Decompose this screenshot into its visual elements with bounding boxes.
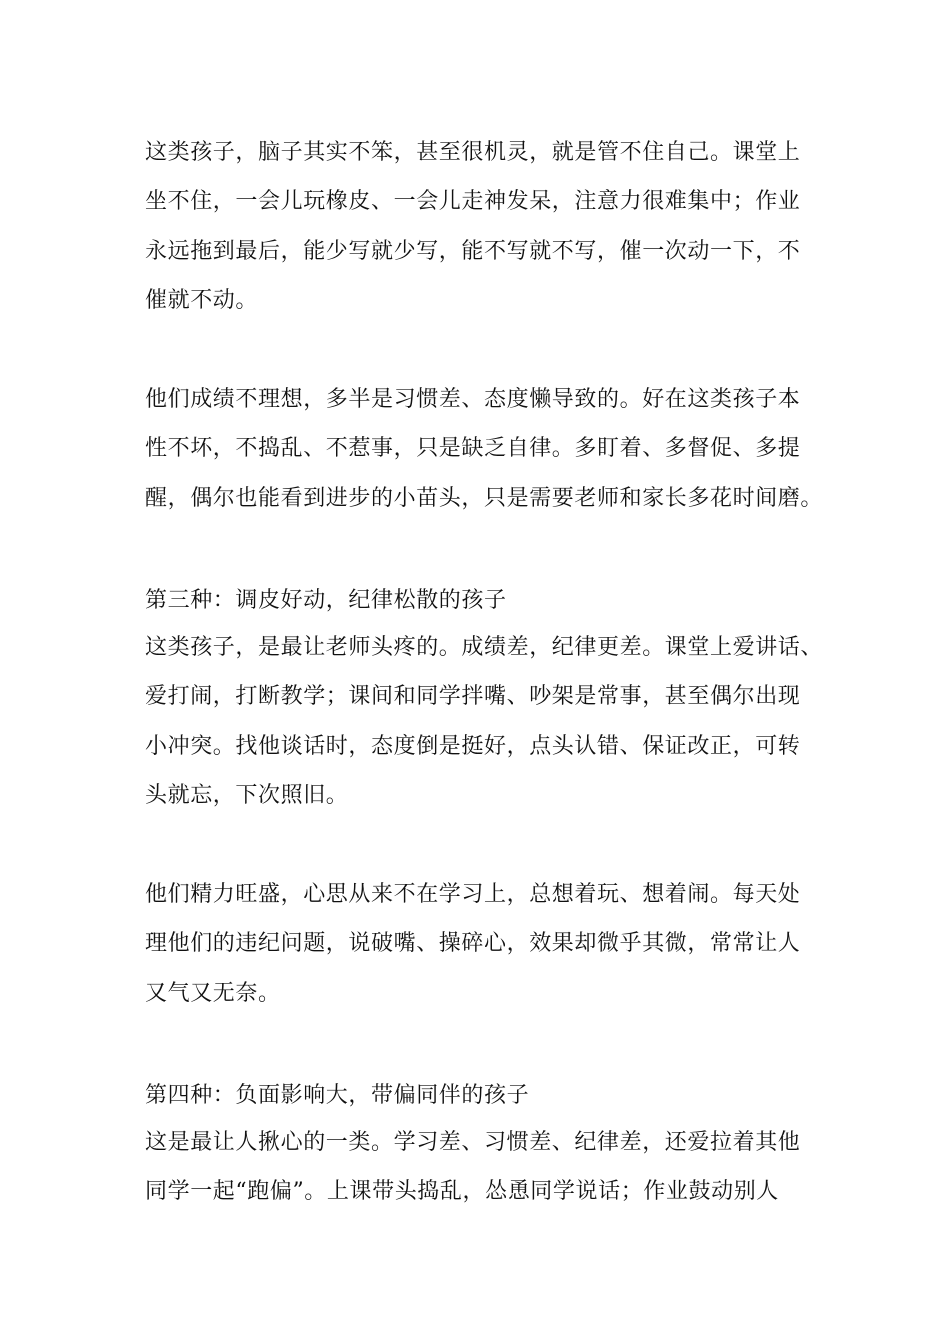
paragraph-1-line-1: 这类孩子，脑子其实不笨，甚至很机灵，就是管不住自己。课堂上	[145, 140, 801, 165]
paragraph-4-line-1: 他们精力旺盛，心思从来不在学习上，总想着玩、想着闹。每天处	[145, 882, 801, 907]
paragraph-2-line-1: 他们成绩不理想，多半是习惯差、态度懒导致的。好在这类孩子本	[145, 387, 801, 412]
paragraph-2-line-2: 性不坏，不捣乱、不惹事，只是缺乏自律。多盯着、多督促、多提	[145, 436, 801, 461]
paragraph-3-line-4: 头就忘，下次照旧。	[145, 783, 349, 808]
paragraph-5-line-2: 同学一起“跑偏”。上课带头捣乱，怂恿同学说话；作业鼓动别人	[145, 1179, 779, 1204]
paragraph-1-line-2: 坐不住，一会儿玩橡皮、一会儿走神发呆，注意力很难集中；作业	[145, 189, 801, 214]
paragraph-3-line-1: 这类孩子，是最让老师头疼的。成绩差，纪律更差。课堂上爱讲话、	[145, 635, 824, 660]
paragraph-1-line-4: 催就不动。	[145, 288, 259, 313]
paragraph-4-line-3: 又气又无奈。	[145, 981, 281, 1006]
paragraph-4-line-2: 理他们的违纪问题，说破嘴、操碎心，效果却微乎其微，常常让人	[145, 931, 801, 956]
section-heading-4: 第四种：负面影响大，带偏同伴的孩子	[145, 1083, 530, 1108]
section-heading-3: 第三种：调皮好动，纪律松散的孩子	[145, 588, 507, 613]
paragraph-1-line-3: 永远拖到最后，能少写就少写，能不写就不写，催一次动一下，不	[145, 239, 801, 264]
paragraph-3-line-3: 小冲突。找他谈话时，态度倒是挺好，点头认错、保证改正，可转	[145, 734, 801, 759]
paragraph-3-line-2: 爱打闹，打断教学；课间和同学拌嘴、吵架是常事，甚至偶尔出现	[145, 684, 801, 709]
paragraph-5-line-1: 这是最让人揪心的一类。学习差、习惯差、纪律差，还爱拉着其他	[145, 1130, 801, 1155]
paragraph-2-line-3: 醒，偶尔也能看到进步的小苗头，只是需要老师和家长多花时间磨。	[145, 486, 824, 511]
